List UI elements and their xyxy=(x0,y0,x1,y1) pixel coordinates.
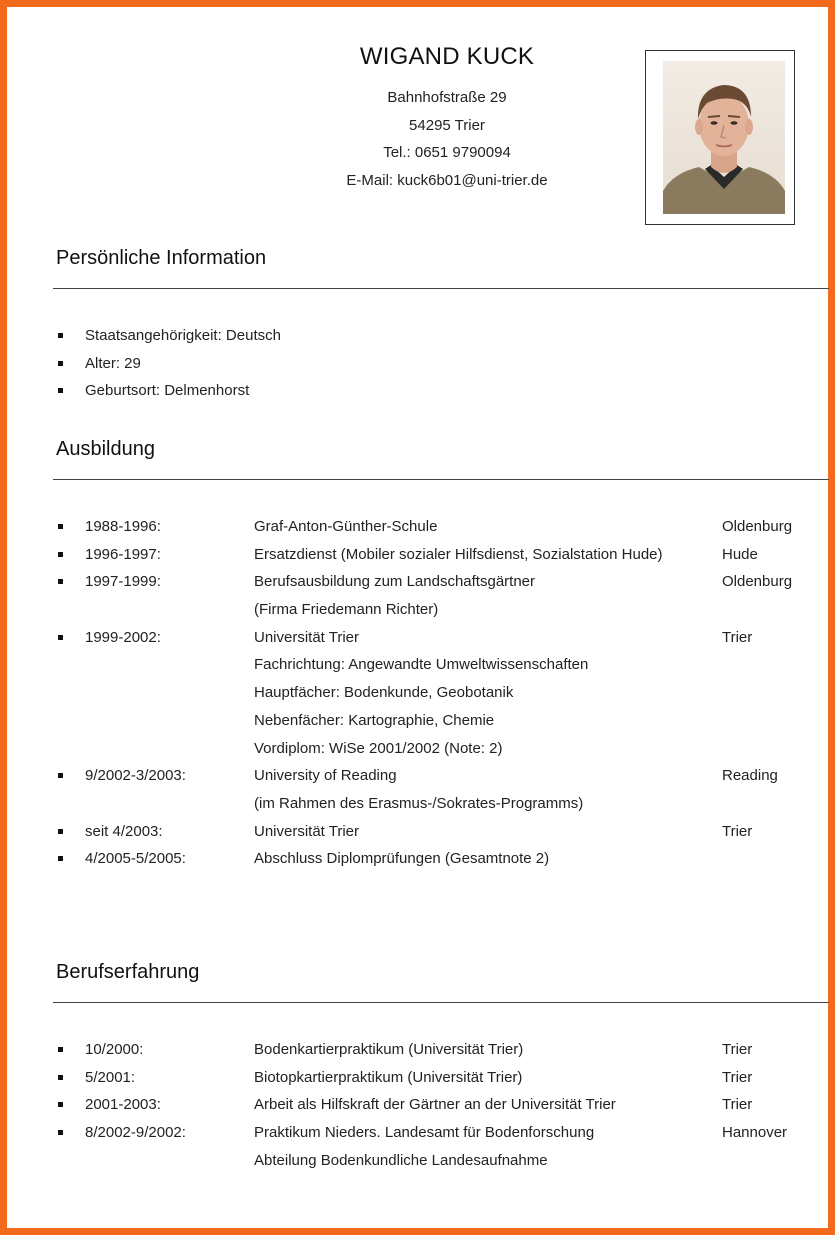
section-divider xyxy=(53,1002,829,1003)
list-item-text: Geburtsort: Delmenhorst xyxy=(85,382,250,400)
table-row xyxy=(7,513,835,541)
row-description: Ersatzdienst (Mobiler sozialer Hilfsdienst, Sozialstation Hude) xyxy=(254,545,663,563)
row-description: Bodenkartierpraktikum (Universität Trier) xyxy=(254,1041,524,1058)
list-item-text: Alter: 29 xyxy=(85,354,141,372)
section-divider xyxy=(53,288,829,289)
table-row xyxy=(7,707,835,735)
bullet-icon xyxy=(58,333,63,338)
row-place: Trier xyxy=(722,822,753,840)
row-place: Hude xyxy=(722,545,758,563)
row-place: Trier xyxy=(722,1041,753,1058)
bullet-icon xyxy=(58,829,63,834)
table-row xyxy=(7,845,835,873)
row-description: Abteilung Bodenkundliche Landesaufnahme xyxy=(254,1151,548,1169)
table-row xyxy=(7,1064,835,1092)
table-row xyxy=(7,624,835,652)
row-date: 1997-1999: xyxy=(85,573,161,591)
table-row xyxy=(7,818,835,846)
row-description: Vordiplom: WiSe 2001/2002 (Note: 2) xyxy=(254,739,503,757)
bullet-icon xyxy=(58,579,63,584)
table-row xyxy=(7,596,835,624)
row-date: 4/2005-5/2005: xyxy=(85,850,186,868)
row-date: 8/2002-9/2002: xyxy=(85,1124,186,1142)
phone-number: Tel.: 0651 9790094 xyxy=(383,144,511,161)
city-address: 54295 Trier xyxy=(409,116,485,134)
section-divider xyxy=(53,479,829,480)
row-date: 2001-2003: xyxy=(85,1096,161,1114)
row-description: Berufsausbildung zum Landschaftsgärtner xyxy=(254,573,536,591)
portrait-icon xyxy=(663,61,785,214)
row-description: (Firma Friedemann Richter) xyxy=(254,601,439,619)
row-date: 10/2000: xyxy=(85,1041,144,1058)
table-row xyxy=(7,1147,835,1175)
bullet-icon xyxy=(58,1075,63,1080)
row-place: Oldenburg xyxy=(722,573,793,591)
row-date: 1988-1996: xyxy=(85,518,161,535)
list-item-text: Staatsangehörigkeit: Deutsch xyxy=(85,327,281,344)
list-item xyxy=(7,377,835,405)
row-description: Universität Trier xyxy=(254,822,360,840)
bullet-icon xyxy=(58,773,63,778)
list-item xyxy=(7,350,835,378)
personal-info-list xyxy=(7,322,835,405)
street-address: Bahnhofstraße 29 xyxy=(387,89,507,106)
table-row xyxy=(7,1119,835,1147)
bullet-icon xyxy=(58,524,63,529)
row-description: Graf-Anton-Günther-Schule xyxy=(254,518,438,535)
person-name: WIGAND KUCK xyxy=(359,43,535,70)
email-address: E-Mail: kuck6b01@uni-trier.de xyxy=(346,171,548,189)
row-place: Hannover xyxy=(722,1124,788,1142)
bullet-icon xyxy=(58,856,63,861)
row-description: Hauptfächer: Bodenkunde, Geobotanik xyxy=(254,684,514,702)
row-place: Trier xyxy=(722,1096,753,1114)
bullet-icon xyxy=(58,1047,63,1052)
row-date: 5/2001: xyxy=(85,1068,136,1086)
row-description: (im Rahmen des Erasmus-/Sokrates-Programms) xyxy=(254,794,584,812)
table-row xyxy=(7,790,835,818)
row-date: 9/2002-3/2003: xyxy=(85,767,186,785)
table-row xyxy=(7,735,835,763)
row-place: Reading xyxy=(722,767,778,785)
list-item xyxy=(7,322,835,350)
row-description: Biotopkartierpraktikum (Universität Trier) xyxy=(254,1068,523,1086)
bullet-icon xyxy=(58,361,63,366)
row-place: Trier xyxy=(722,628,753,646)
table-row xyxy=(7,541,835,569)
row-description: Abschluss Diplomprüfungen (Gesamtnote 2) xyxy=(254,850,550,868)
row-description: University of Reading xyxy=(254,767,397,785)
row-date: 1996-1997: xyxy=(85,545,161,563)
row-date: 1999-2002: xyxy=(85,628,161,646)
table-row xyxy=(7,762,835,790)
bullet-icon xyxy=(58,552,63,557)
row-description: Arbeit als Hilfskraft der Gärtner an der Universität Trier xyxy=(254,1096,616,1114)
bullet-icon xyxy=(58,1130,63,1135)
row-date: seit 4/2003: xyxy=(85,822,163,840)
bullet-icon xyxy=(58,1102,63,1107)
row-description: Nebenfächer: Kartographie, Chemie xyxy=(254,711,495,729)
bullet-icon xyxy=(58,635,63,640)
profile-photo xyxy=(645,50,795,225)
section-title-personal: Persönliche Information xyxy=(56,247,267,269)
row-description: Fachrichtung: Angewandte Umweltwissenschaften xyxy=(254,656,589,674)
row-place: Trier xyxy=(722,1068,753,1086)
table-row xyxy=(7,568,835,596)
section-title-experience: Berufserfahrung xyxy=(56,961,200,983)
contact-header xyxy=(247,43,647,194)
table-row xyxy=(7,1036,835,1064)
education-list xyxy=(7,513,835,873)
row-place: Oldenburg xyxy=(722,518,793,535)
bullet-icon xyxy=(58,388,63,393)
row-description: Praktikum Nieders. Landesamt für Bodenforschung xyxy=(254,1124,595,1142)
experience-list xyxy=(7,1036,835,1174)
table-row xyxy=(7,1091,835,1119)
table-row xyxy=(7,651,835,679)
section-title-education: Ausbildung xyxy=(56,438,155,460)
table-row xyxy=(7,679,835,707)
row-description: Universität Trier xyxy=(254,628,360,646)
